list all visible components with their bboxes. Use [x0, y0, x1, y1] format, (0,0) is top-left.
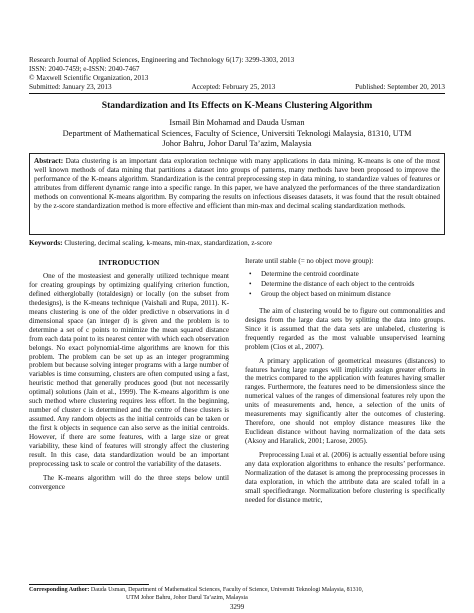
keywords-text: Clustering, decimal scaling, k-means, min-max, standardization, z-score [64, 239, 273, 247]
list-item: • Determine the distance of each object to the centroids [249, 279, 415, 288]
geometric-measures-paragraph: A primary application of geometrical measures (distances) to features having large ranges will implicitly assign greater efforts in the metrics compared to the application with features having smaller ranges. Furthermore, the features need to be dimensionless since the numerical values of the ranges of dimensional features rely upon the units of measurements and, hence, a selection of the units of measurements may significantly alter the outcomes of clustering. Therefore, one should not employ distance measures like the Euclidean distance without having normalization of the data sets (Aksoy and Haralick, 2001; Larose, 2005). [245, 356, 445, 446]
list-item: • Group the object based on minimum distance [249, 289, 391, 298]
accepted-date: Accepted: February 25, 2013 [191, 83, 276, 91]
abstract-label: Abstract: [34, 157, 64, 165]
footnote-line-1: Dauda Usman, Department of Mathematical Sciences, Faculty of Science, Universiti Teknologi Malaysia, 81310, [90, 587, 364, 593]
left-column [29, 257, 229, 575]
bullet-icon: • [249, 289, 252, 298]
iterate-line: Iterate until stable (= no object move group): [245, 257, 374, 265]
list-item: • Determine the centroid coordinate [249, 269, 359, 278]
preprocessing-paragraph: Preprocessing Luai et al. (2006) is actually essential before using any data exploration algorithms to enhance the results’ performance. Normalization of the dataset is among the preprocessing processes in data exploration, in which the attribute data are scaled tofall in a small specifiedrange. Normalization before clustering is specifically needed for distance metric, [245, 451, 445, 504]
keywords-label: Keywords: [29, 239, 63, 247]
clustering-aim-paragraph: The aim of clustering would be to figure out commonalities and designs from the large data sets by splitting the data into groups. Since it is assumed that the data sets are unlabeled, clustering is frequently regarded as the most valuable unsupervised learning problem (Cios et al., 2007). [245, 306, 445, 351]
header-divider [29, 93, 445, 94]
journal-header [29, 56, 445, 92]
corresponding-author-footnote [29, 587, 449, 602]
submitted-date: Submitted: January 23, 2013 [29, 83, 112, 91]
copyright-line: © Maxwell Scientific Organization, 2013 [29, 74, 149, 82]
footnote-line-2: UTM Johor Bahru, Johor Darul Ta’azim, Malaysia [126, 594, 248, 601]
introduction-heading: INTRODUCTION [98, 258, 160, 267]
introduction-paragraph-1: One of the mosteasiest and generally utilized technique meant for creating groupings by optimizing qualifying criterion function, defined eitherglobally (totaldesign) or locally (on the subset from thedesigns), is the K-means technique (Vaishali and Rupa, 2011). K-means clustering is one of the older predictive n observations in d dimensional space (an integer d) is given and the problem is to determine a set of c points to minimize the mean squared distance from each data point to its nearest center with which each observation belongs. No exact polynomial-time algorithms are known for this problem. The problem can be set up as an integer programming problem but because solving integer programs with a large number of variables is time consuming, clusters are often computed using a fast, heuristic method that generally produces good (but not necessarily optimal) solutions (Jain et al., 1999). The K-means algorithm is one such method where clustering requires less effort. In the beginning, number of cluster c is determined and the centre of these clusters is assumed. Any random objects as the initial centroids can be taken or the first k objects in sequence can also serve as the initial centroids. However, if there are some features, with a large size or great variability, these kind of features will strongly affect the clustering result. In this case, data standardization would be an important preprocessing task to scale or control the variability of the datasets. [29, 271, 229, 468]
right-column [245, 257, 445, 575]
footnote-label: Corresponding Author: [29, 587, 90, 593]
published-date: Published: September 20, 2013 [355, 83, 445, 91]
affiliation-line-1: Department of Mathematical Sciences, Faculty of Science, Universiti Teknologi Malaysia, 81310, UTM [62, 128, 412, 138]
author-names: Ismail Bin Mohamad and Dauda Usman [169, 118, 305, 127]
algorithm-steps-list [247, 270, 445, 299]
issn-line: ISSN: 2040-7459; e-ISSN: 2040-7467 [29, 65, 140, 73]
introduction-paragraph-2: The K-means algorithm will do the three steps below until convergence [29, 473, 229, 491]
submission-dates [29, 83, 445, 92]
abstract-text: Data clustering is an important data exploration technique with many applications in data mining. K-means is one of the most well known methods of data mining that partitions a dataset into groups of patterns, many methods have been proposed to improve the performance of the K-means algorithm. Standardization is the central preprocessing step in data mining, to standardize values of features or attributes from different dynamic range into a specific range. In this paper, we have analyzed the performances of the three standardization methods on conventional K-means algorithm. By comparing the results on infectious diseases datasets, it was found that the result obtained by the z-score standardization method is more effective and efficient than min-max and decimal scaling standardization methods. [34, 157, 441, 210]
paper-title: Standardization and Its Effects on K-Means Clustering Algorithm [101, 100, 373, 111]
bullet-icon: • [249, 279, 252, 288]
author-block [29, 118, 445, 150]
keywords-line [29, 239, 445, 248]
abstract-box [29, 153, 445, 235]
bullet-icon: • [249, 269, 252, 278]
affiliation-line-2: Johor Bahru, Johor Darul Ta’azim, Malaysia [162, 139, 312, 148]
footnote-divider [29, 584, 149, 585]
journal-citation: Research Journal of Applied Sciences, Engineering and Technology 6(17): 3299-3303, 2013 [29, 56, 295, 64]
page-number: 3299 [229, 603, 245, 611]
